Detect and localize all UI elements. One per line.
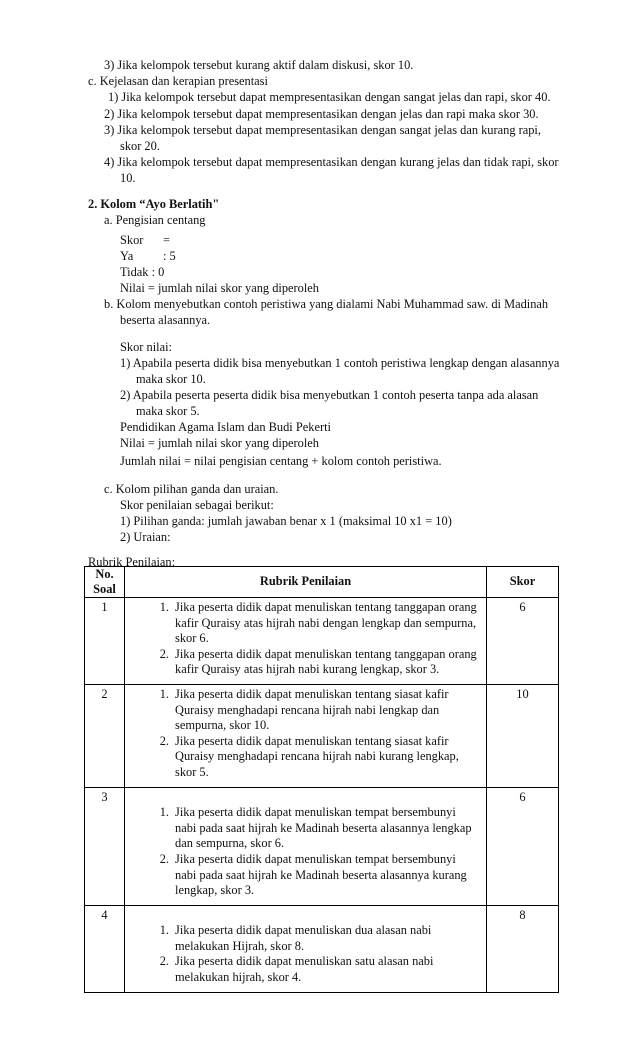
rubric-item-text: Jika peserta didik dapat menuliskan tentang tanggapan orang kafir Quraisy atas hijrah nabi dengan lengkap dan sempurna, skor 6.: [175, 600, 477, 646]
rubric-item-number: 1.: [159, 805, 169, 820]
subsection-b-title: b. Kolom menyebutkan contoh peristiwa yang dialami Nabi Muhammad saw. di Madinah: [104, 297, 549, 311]
header-no-soal: No. Soal: [85, 567, 125, 598]
cell-spacer: [125, 908, 480, 924]
subsection-c-title: c. Kolom pilihan ganda dan uraian.: [104, 482, 279, 496]
criteria-line: 1) Jika kelompok tersebut dapat mempresentasikan dengan sangat jelas dan rapi, skor 40.: [108, 90, 551, 104]
rubric-item-text: Jika peserta didik dapat menuliskan tentang siasat kafir Quraisy menghadapi rencana hijrah nabi lengkap dan sempurna, skor 10.: [175, 686, 449, 733]
rubric-item-number: 1.: [159, 923, 169, 938]
criteria-line-cont: 10.: [120, 171, 136, 185]
running-header: Pendidikan Agama Islam dan Budi Pekerti: [120, 420, 331, 434]
rubric-item-number: 1.: [159, 600, 169, 614]
criteria-line: 2) Jika kelompok tersebut dapat mempresentasikan dengan jelas dan rapi maka skor 30.: [104, 107, 539, 121]
rubric-item-text: Jika peserta didik dapat menuliskan tentang tanggapan orang kafir Quraisy atas hijrah nabi kurang lengkap, skor 3.: [175, 646, 477, 677]
nilai-line: Nilai = jumlah nilai skor yang diperoleh: [120, 436, 320, 450]
rubric-item: [125, 647, 480, 678]
skor-label: Skor: [120, 233, 144, 247]
criteria-line: 4) Jika kelompok tersebut dapat mempresentasikan dengan kurang jelas dan tidak rapi, skor: [104, 155, 559, 169]
scoring-item: 1) Pilihan ganda: jumlah jawaban benar x 1 (maksimal 10 x1 = 10): [120, 514, 452, 528]
ya-label: Ya: [120, 249, 134, 263]
rubric-item-text: Jika peserta didik dapat menuliskan dua alasan nabi melakukan Hijrah, skor 8.: [175, 923, 432, 953]
rubric-item: [125, 805, 480, 852]
rubric-item-text: Jika peserta didik dapat menuliskan tempat bersembunyi nabi pada saat hijrah ke Madinah beserta alasannya lengkap dan sempurna, skor 6.: [175, 805, 472, 851]
header-skor: Skor: [487, 567, 559, 598]
scoring-item: 1) Apabila peserta didik bisa menyebutkan 1 contoh peristiwa lengkap dengan alasannya: [120, 356, 560, 370]
row-skor: 6: [487, 598, 559, 685]
rubric-item-text: Jika peserta didik dapat menuliskan tempat bersembunyi nabi pada saat hijrah ke Madinah beserta alasannya kurang lengkap, skor 3.: [175, 851, 467, 898]
rubric-cell: [125, 905, 487, 992]
subsection-a-title: a. Pengisian centang: [104, 213, 206, 227]
criteria-line-cont: skor 20.: [120, 139, 160, 153]
criteria-line: 3) Jika kelompok tersebut dapat mempresentasikan dengan sangat jelas dan kurang rapi,: [104, 123, 541, 137]
ya-value: : 5: [163, 249, 176, 263]
rubric-item-text: Jika peserta didik dapat menuliskan tentang siasat kafir Quraisy menghadapi rencana hijrah nabi kurang lengkap, skor 5.: [175, 733, 459, 779]
row-skor: 10: [487, 684, 559, 787]
scoring-item-cont: maka skor 10.: [136, 372, 206, 386]
table-row: [85, 598, 559, 685]
criteria-line: 3) Jika kelompok tersebut kurang aktif dalam diskusi, skor 10.: [104, 58, 414, 72]
criteria-heading-c: c. Kejelasan dan kerapian presentasi: [88, 74, 268, 88]
rubric-item-number: 1.: [159, 686, 169, 701]
row-number: 2: [85, 684, 125, 787]
rubrik-title: Rubrik Penilaian:: [88, 555, 176, 569]
row-skor: 6: [487, 787, 559, 905]
rubric-item-number: 2.: [159, 646, 169, 661]
subsection-b-cont: beserta alasannya.: [120, 313, 211, 327]
row-skor: 8: [487, 905, 559, 992]
table-header-row: [85, 567, 559, 598]
rubric-item: [125, 600, 480, 647]
rubric-cell: [125, 787, 487, 905]
tidak-line: Tidak : 0: [120, 265, 165, 279]
rubric-item: [125, 734, 480, 781]
table-row: [85, 684, 559, 787]
table-row: [85, 787, 559, 905]
rubric-cell: [125, 598, 487, 685]
scoring-item-cont: maka skor 5.: [136, 404, 200, 418]
rubric-cell: [125, 684, 487, 787]
jumlah-line: Jumlah nilai = nilai pengisian centang + kolom contoh peristiwa.: [120, 454, 442, 468]
table-row: [85, 905, 559, 992]
scoring-item: 2) Uraian:: [120, 530, 171, 544]
skor-value: =: [163, 233, 170, 247]
header-rubrik: Rubrik Penilaian: [125, 567, 487, 598]
nilai-line: Nilai = jumlah nilai skor yang diperoleh: [120, 281, 320, 295]
rubric-item-number: 2.: [159, 954, 169, 969]
rubric-item: [125, 687, 480, 734]
rubric-table: [84, 566, 559, 993]
subsection-c-skor: Skor penilaian sebagai berikut:: [120, 498, 274, 512]
rubric-item: [125, 852, 480, 899]
rubric-item-number: 2.: [159, 851, 169, 866]
rubric-item-number: 2.: [159, 733, 169, 748]
rubric-item-text: Jika peserta didik dapat menuliskan satu alasan nabi melakukan hijrah, skor 4.: [175, 954, 434, 985]
cell-spacer: [125, 790, 480, 806]
rubric-item: [125, 923, 480, 954]
skor-nilai-label: Skor nilai:: [120, 340, 172, 354]
row-number: 3: [85, 787, 125, 905]
rubric-item: [125, 954, 480, 985]
row-number: 4: [85, 905, 125, 992]
scoring-item: 2) Apabila peserta peserta didik bisa menyebutkan 1 contoh peserta tanpa ada alasan: [120, 388, 539, 402]
section-heading: 2. Kolom “Ayo Berlatih": [88, 197, 220, 211]
row-number: 1: [85, 598, 125, 685]
